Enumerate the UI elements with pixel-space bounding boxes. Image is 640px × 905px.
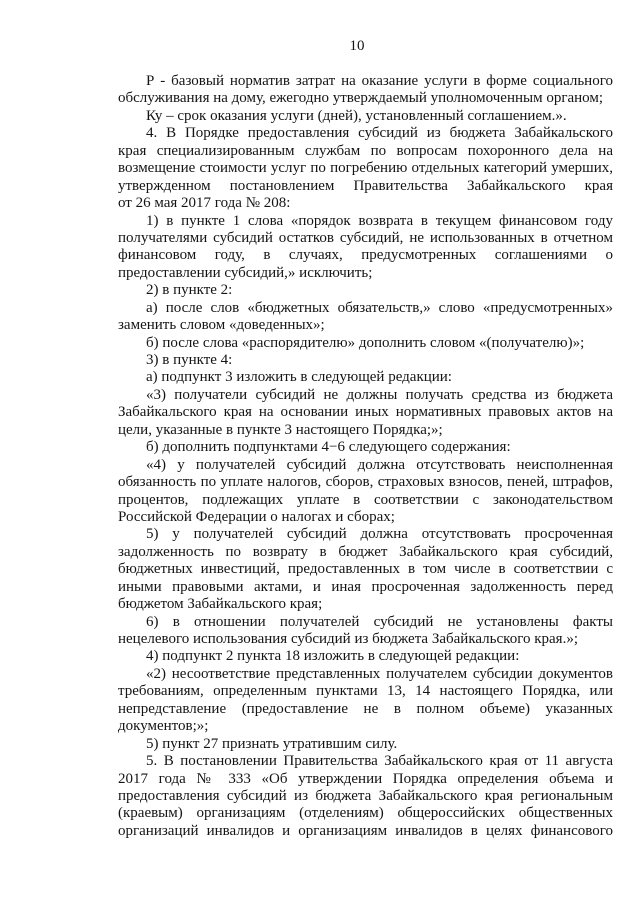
text-line: заменить словом «доведенных»; [118, 317, 325, 334]
text-line: б) после слова «распорядителю» дополнить словом «(получателю)»; [146, 334, 585, 351]
text-line: 4) подпункт 2 пункта 18 изложить в следующей редакции: [146, 648, 520, 665]
paragraph [118, 352, 613, 369]
paragraph [118, 526, 613, 613]
text-line: обслуживания на дому, ежегодно утверждаемый уполномоченным органом; [118, 90, 604, 107]
paragraph [118, 369, 613, 386]
text-line: б) дополнить подпунктами 4−6 следующего содержания: [146, 439, 511, 456]
text-line: 6) в отношении получателей субсидий не установлены факты [146, 613, 613, 630]
text-line: края специализированным службам по вопросам похоронного дела на [118, 142, 613, 159]
text-line: 5) пункт 27 признать утратившим силу. [146, 735, 398, 752]
text-line: требованиям, определенным пунктами 13, 14 настоящего Порядка, или [118, 683, 613, 700]
text-line: предоставления субсидий из бюджета Забайкальского края региональным [118, 787, 613, 804]
paragraph [118, 736, 613, 753]
text-line: непредставление (предоставление не в полном объеме) указанных [118, 700, 613, 717]
text-line: иными правовыми актами, и иная просроченная задолженность перед [118, 578, 613, 595]
text-line: от 26 мая 2017 года № 208: [118, 195, 291, 212]
paragraph [118, 457, 613, 527]
text-line: возмещение стоимости услуг по погребению отдельных категорий умерших, [118, 160, 613, 177]
paragraph [118, 439, 613, 456]
paragraph [118, 387, 613, 439]
text-line: 1) в пункте 1 слова «порядок возврата в текущем финансовом году [146, 212, 613, 229]
page-number: 10 [349, 38, 365, 54]
text-line: а) подпункт 3 изложить в следующей редакции: [146, 369, 452, 386]
text-line: процентов, подлежащих уплате в соответствии с законодательством [118, 491, 613, 508]
text-line: бюджетом Забайкальского края; [118, 596, 323, 613]
text-line: получателями субсидий остатков субсидий, не использованных в отчетном [118, 229, 613, 246]
text-line: документов;»; [118, 718, 209, 735]
paragraph [118, 300, 613, 335]
text-line: организаций инвалидов и организациям инвалидов в целях финансового [118, 822, 613, 839]
paragraph [118, 282, 613, 299]
text-line: «3) получатели субсидий не должны получать средства из бюджета [146, 386, 613, 403]
paragraph [118, 335, 613, 352]
text-line: утвержденном постановлением Правительства Забайкальского края [118, 177, 613, 194]
text-line: а) после слов «бюджетных обязательств,» слово «предусмотренных» [146, 299, 613, 316]
text-line: задолженность по возврату в бюджет Забайкальского края субсидий, [118, 543, 613, 560]
paragraph [118, 108, 613, 125]
text-line: обязанность по уплате налогов, сборов, страховых взносов, пеней, штрафов, [118, 474, 613, 491]
text-line: 3) в пункте 4: [146, 352, 233, 368]
text-line: 5) у получателей субсидий должна отсутствовать просроченная [146, 526, 613, 543]
text-line: Российской Федерации о налогах и сборах; [118, 508, 395, 525]
paragraph [118, 614, 613, 649]
text-line: предоставлении субсидий,» исключить; [118, 264, 373, 281]
text-line: цели, указанные в пункте 3 настоящего Порядка;»; [118, 421, 443, 438]
document-body [118, 73, 613, 840]
text-line: 2) в пункте 2: [146, 282, 233, 299]
text-line: Р - базовый норматив затрат на оказание услуги в форме социального [146, 73, 613, 89]
text-line: 5. В постановлении Правительства Забайкальского края от 11 августа [146, 753, 613, 770]
text-line: (краевым) организациям (отделениям) общероссийских общественных [118, 805, 613, 822]
text-line: «2) несоответствие представленных получателем субсидии документов [146, 665, 613, 682]
paragraph [118, 125, 613, 212]
text-line: 2017 года № 333 «Об утверждении Порядка определения объема и [118, 770, 613, 787]
text-line: «4) у получателей субсидий должна отсутствовать неисполненная [146, 456, 613, 473]
paragraph [118, 213, 613, 283]
text-line: финансовом году, в случаях, предусмотренных соглашениями о [118, 247, 613, 264]
paragraph [118, 648, 613, 665]
text-line: Забайкальского края на основании иных нормативных правовых актов на [118, 404, 613, 421]
paragraph [118, 666, 613, 736]
text-line: нецелевого использования субсидий из бюджета Забайкальского края.»; [118, 631, 578, 647]
text-line: Ку – срок оказания услуги (дней), установленный соглашением.». [146, 107, 567, 124]
paragraph [118, 73, 613, 108]
text-line: 4. В Порядке предоставления субсидий из бюджета Забайкальского [146, 125, 613, 142]
text-line: бюджетных инвестиций, предоставленных в том числе в соответствии с [118, 561, 613, 578]
paragraph [118, 753, 613, 840]
